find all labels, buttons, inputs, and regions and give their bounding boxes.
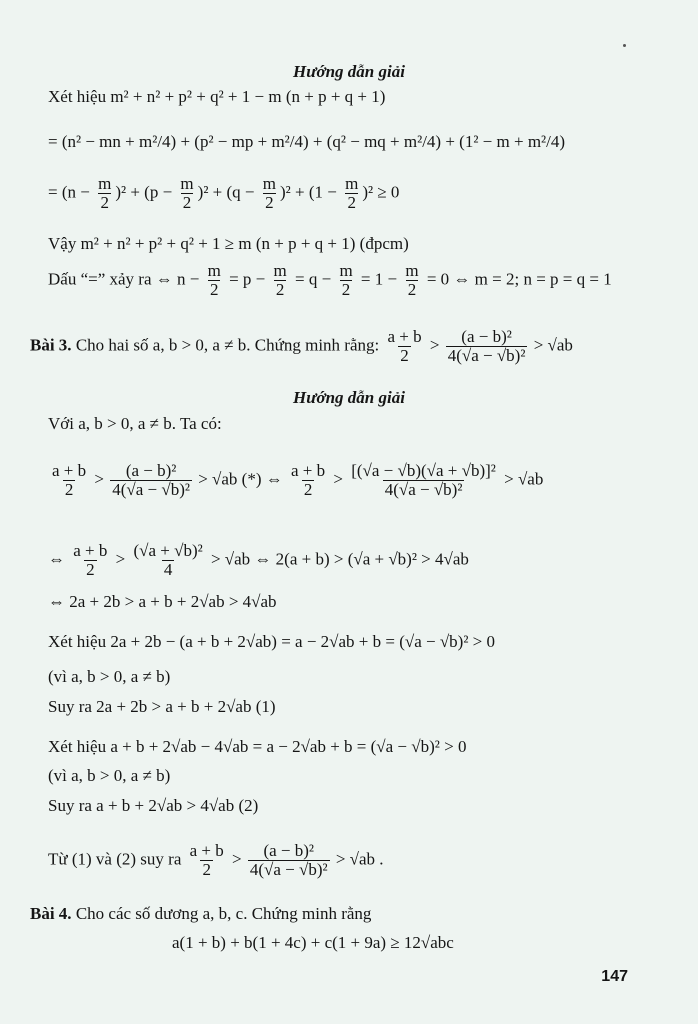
sol2-line7: Suy ra 2a + 2b > a + b + 2√ab (1)	[48, 697, 276, 716]
sol1-line5: Dấu “=” xảy ra ⇔ n − $\frac{m}{2}$ = p − $\frac{m}{2}$ = q − $\frac{m}{2}$ = 1 − $\frac{m}{2}$ = 0 ⇔ m = 2; n = p = q = 1	[48, 261, 612, 299]
sol1-line3: = (n − $\frac{m}{2}$ )² + (p − $\frac{m}{2}$ )² + (q − $\frac{m}{2}$ )² + (1 − $\frac{m}{2}$ )² ≥ 0	[48, 174, 400, 212]
solution-heading-1: Hướng dẫn giải	[293, 62, 405, 81]
sol1-line1: Xét hiệu m² + n² + p² + q² + 1 − m (n + p + q + 1)	[48, 87, 386, 106]
sol2-line1: Với a, b > 0, a ≠ b. Ta có:	[48, 414, 222, 433]
print-speck	[623, 44, 626, 47]
page-number: 147	[601, 968, 628, 985]
fraction-m-over-2: $\frac{m}{2}$	[345, 174, 359, 212]
sol1-line2: = (n² − mn + m²/4) + (p² − mp + m²/4) + (q² − mq + m²/4) + (1² − m + m²/4)	[48, 132, 566, 151]
sol2-line9: (vì a, b > 0, a ≠ b)	[48, 766, 171, 785]
fraction-m-over-2: $\frac{m}{2}$	[262, 174, 276, 212]
sol2-line5: Xét hiệu 2a + 2b − (a + b + 2√ab) = a − 2√ab + b = (√a − √b)² > 0	[48, 632, 496, 651]
sol2-line4: ⇔ 2a + 2b > a + b + 2√ab > 4√ab	[48, 592, 277, 611]
sol2-line10: Suy ra a + b + 2√ab > 4√ab (2)	[48, 796, 259, 815]
fraction-m-over-2: $\frac{m}{2}$	[98, 174, 112, 212]
sol2-line11: Từ (1) và (2) suy ra $\frac{a + b}{2}$ > $\frac{\text{(a − b)²}}{\text{4(√a − √b)²}}$ > √ab .	[48, 841, 384, 879]
sol1-line4: Vậy m² + n² + p² + q² + 1 ≥ m (n + p + q + 1) (đpcm)	[48, 234, 409, 253]
bai4-inequality: a(1 + b) + b(1 + 4c) + c(1 + 9a) ≥ 12√abc	[172, 933, 454, 952]
bai4-statement: Bài 4. Cho các số dương a, b, c. Chứng minh rằng	[30, 904, 372, 923]
solution-heading-2: Hướng dẫn giải	[293, 388, 405, 407]
sol2-line8: Xét hiệu a + b + 2√ab − 4√ab = a − 2√ab + b = (√a − √b)² > 0	[48, 737, 467, 756]
sol2-line3: ⇔ $\frac{a + b}{2}$ > $\frac{\text{(√a + √b)²}}{4}$ > √ab ⇔ 2(a + b) > (√a + √b)² > 4√ab	[48, 541, 469, 579]
sol2-line2: $\frac{a + b}{2}$ > $\frac{\text{(a − b)²}}{\text{4(√a − √b)²}}$ > √ab (*) ⇔ $\frac{a + b}{2}$ > $\frac{\text{[(√a − √b)(√a + √b)]²}}{\text{4(√a − √b)²}}$ > √ab	[52, 461, 544, 499]
sol2-line6: (vì a, b > 0, a ≠ b)	[48, 667, 171, 686]
fraction-m-over-2: $\frac{m}{2}$	[180, 174, 194, 212]
bai3-statement: Bài 3. Cho hai số a, b > 0, a ≠ b. Chứng minh rằng: $\frac{a + b}{2}$ > $\frac{\text{(a − b)²}}{\text{4(√a − √b)²}}$ > √ab	[30, 327, 573, 365]
